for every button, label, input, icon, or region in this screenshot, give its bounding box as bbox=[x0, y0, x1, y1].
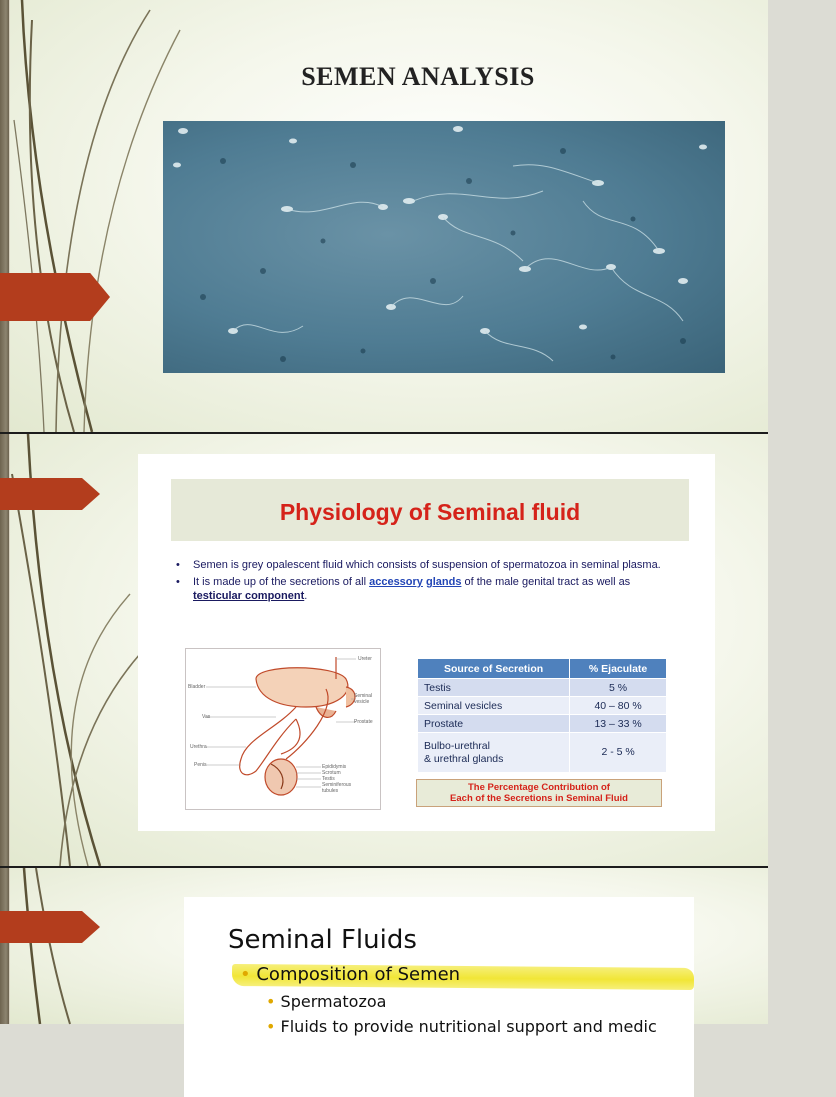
table-caption bbox=[416, 779, 662, 807]
slide-arrow-tab bbox=[0, 273, 110, 321]
seminal-fluids-title: Seminal Fluids bbox=[228, 925, 417, 955]
diagram-label-penis: Penis bbox=[194, 762, 207, 768]
bullet-level2: • Spermatozoa bbox=[266, 992, 387, 1011]
decorative-swoosh-lines bbox=[0, 868, 200, 1024]
slide-arrow-tab bbox=[0, 911, 100, 943]
table-cell-source: Seminal vesicles bbox=[418, 697, 570, 715]
testicular-component-text: testicular component bbox=[193, 590, 305, 602]
diagram-label-urethra: Urethra bbox=[190, 744, 207, 750]
table-cell-source bbox=[418, 733, 570, 773]
accessory-link[interactable]: accessory bbox=[369, 576, 423, 588]
caption-line-1: The Percentage Contribution of bbox=[468, 782, 610, 793]
bullet-text: Composition of Semen bbox=[256, 964, 461, 985]
diagram-label-seminal-vesicle: Seminal vesicle bbox=[354, 693, 373, 705]
bullet-item bbox=[176, 558, 666, 572]
table-header-pct: % Ejaculate bbox=[570, 659, 667, 679]
diagram-label-bladder: Bladder bbox=[188, 684, 206, 690]
table-row bbox=[418, 679, 667, 697]
table-cell-source-line1: Bulbo-urethral bbox=[424, 739, 490, 752]
diagram-label-testis: Testis bbox=[322, 776, 335, 782]
table-cell-pct: 5 % bbox=[570, 679, 667, 697]
sperm-micrograph-image bbox=[163, 121, 725, 373]
bullet-text: It is made up of the secretions of all bbox=[193, 576, 370, 588]
physiology-heading-band bbox=[171, 479, 689, 541]
slide-1 bbox=[0, 0, 768, 432]
bullet-level1: • Composition of Semen bbox=[240, 964, 461, 985]
secretion-table bbox=[417, 658, 667, 773]
physiology-bullets bbox=[176, 558, 666, 606]
table-cell-pct: 2 - 5 % bbox=[570, 733, 667, 773]
male-reproductive-diagram bbox=[185, 648, 381, 810]
bullet-text: Fluids to provide nutritional support and medic bbox=[280, 1017, 657, 1036]
diagram-label-scrotum: Scrotum bbox=[322, 770, 341, 776]
table-cell-source: Testis bbox=[418, 679, 570, 697]
diagram-label-epididymis: Epididymis bbox=[322, 764, 347, 770]
diagram-label-ureter: Ureter bbox=[358, 656, 372, 662]
bullet-text: Semen is grey opalescent fluid which consists of suspension of spermatozoa in seminal plasma. bbox=[193, 559, 661, 571]
caption-line-2: Each of the Secretions in Seminal Fluid bbox=[450, 793, 628, 804]
diagram-label-prostate: Prostate bbox=[354, 719, 373, 725]
bullet-item bbox=[176, 575, 666, 603]
slide-image-card bbox=[184, 897, 694, 1097]
table-cell-pct: 40 – 80 % bbox=[570, 697, 667, 715]
table-header-source: Source of Secretion bbox=[418, 659, 570, 679]
physiology-heading: Physiology of Seminal fluid bbox=[279, 499, 581, 525]
page-title: SEMEN ANALYSIS bbox=[301, 62, 535, 91]
diagram-label-seminiferous: Seminiferous tubules bbox=[322, 782, 352, 794]
table-row bbox=[418, 733, 667, 773]
slide-arrow-tab bbox=[0, 478, 100, 510]
table-cell-pct: 13 – 33 % bbox=[570, 715, 667, 733]
slide-3 bbox=[0, 868, 768, 1036]
bullet-level2: • Fluids to provide nutritional support and medic bbox=[266, 1017, 657, 1036]
table-row bbox=[418, 697, 667, 715]
diagram-label-vas: Vas bbox=[202, 714, 211, 720]
slide-2 bbox=[0, 434, 768, 866]
bullet-period: . bbox=[304, 590, 308, 602]
slide-image-card bbox=[138, 454, 715, 831]
table-cell-source-line2: & urethral glands bbox=[424, 752, 504, 765]
table-row bbox=[418, 715, 667, 733]
glands-link[interactable]: glands bbox=[425, 576, 462, 588]
bullet-text: Spermatozoa bbox=[280, 992, 387, 1011]
table-cell-source: Prostate bbox=[418, 715, 570, 733]
bullet-text: of the male genital tract as well as bbox=[461, 576, 631, 588]
